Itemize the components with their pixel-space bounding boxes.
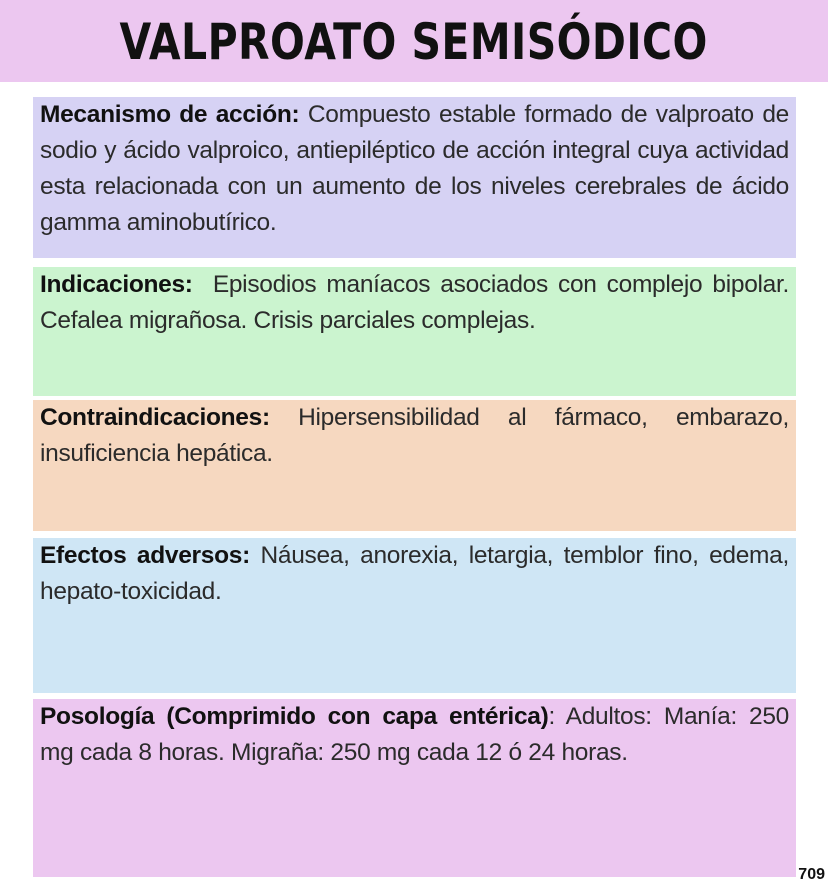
section-paragraph bbox=[40, 400, 789, 472]
page-number: 709 bbox=[798, 866, 825, 883]
section-text: : Adultos: Manía: 250 mg cada 8 horas. Migraña: 250 mg cada 12 ó 24 horas. bbox=[40, 703, 789, 766]
section-efectos-adversos bbox=[33, 538, 796, 693]
section-text: Hipersensibilidad al fármaco, embarazo, insuficiencia hepática. bbox=[40, 404, 789, 467]
section-label: Indicaciones: bbox=[40, 271, 193, 298]
title-banner bbox=[0, 0, 828, 82]
section-label: Posología (Comprimido con capa entérica) bbox=[40, 703, 549, 730]
section-paragraph bbox=[40, 538, 789, 610]
section-label: Mecanismo de acción: bbox=[40, 101, 300, 128]
section-text: Compuesto estable formado de valproato de sodio y ácido valproico, antiepiléptico de acción integral cuya actividad esta relacionada con un aumento de los niveles cerebrales de ácido gamma aminobutírico. bbox=[40, 101, 789, 236]
section-contraindicaciones bbox=[33, 400, 796, 531]
section-posologia bbox=[33, 699, 796, 877]
page-title: VALPROATO SEMISÓDICO bbox=[119, 13, 709, 71]
section-paragraph bbox=[40, 699, 789, 771]
section-paragraph bbox=[40, 97, 789, 241]
section-text: Episodios maníacos asociados con complejo bipolar. Cefalea migrañosa. Crisis parciales complejas. bbox=[40, 271, 796, 334]
section-mecanismo-de-accion bbox=[33, 97, 796, 258]
section-label: Efectos adversos: bbox=[40, 542, 250, 569]
section-paragraph bbox=[40, 267, 796, 339]
section-text: Náusea, anorexia, letargia, temblor fino, edema, hepato-toxicidad. bbox=[40, 542, 789, 605]
section-label: Contraindicaciones: bbox=[40, 404, 270, 431]
section-indicaciones bbox=[33, 267, 796, 396]
